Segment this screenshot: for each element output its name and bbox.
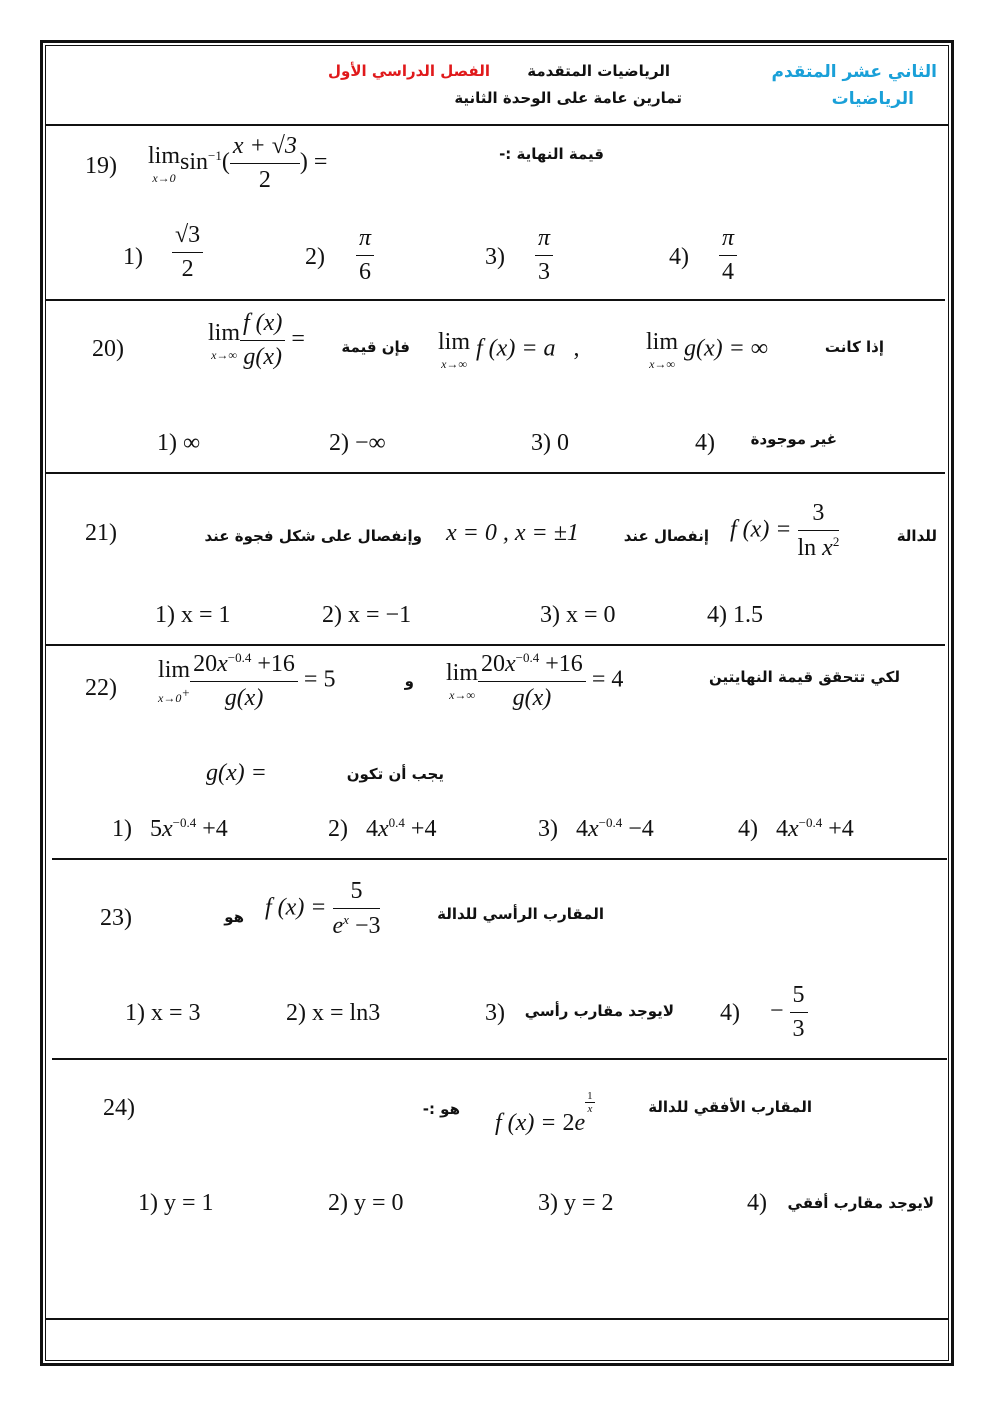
q24-option-4-text: لايوجد مقارب أفقي bbox=[787, 1194, 934, 1212]
question-20-if: إذا كانت bbox=[824, 338, 884, 356]
q22-option-2: 2) $4x^{0.4} +4$ bbox=[328, 815, 437, 842]
question-20-target-limit: lim x→∞ $\frac{f (x)}{g(x)}$ = bbox=[208, 310, 305, 370]
divider bbox=[45, 644, 945, 646]
q23-option-2: 2) x = ln3 bbox=[286, 1000, 381, 1026]
q23-option-4-label: 4) bbox=[720, 1000, 740, 1026]
question-21-points: x = 0 , x = ±1 bbox=[446, 520, 579, 546]
question-21-function: f (x) = $\frac{3}{\ln x^2}$ bbox=[730, 500, 840, 561]
q19-option-1-value: $\frac{√3}{2}$ bbox=[172, 222, 203, 283]
q22-option-3: 3) $4x^{-0.4} -4$ bbox=[538, 815, 654, 842]
q21-option-1: 1) x = 1 bbox=[155, 602, 231, 628]
question-23-number: 23) bbox=[100, 905, 132, 931]
q20-option-1: 1) ∞ bbox=[157, 430, 201, 456]
question-20-then: فإن قيمة bbox=[341, 338, 410, 356]
question-19-prompt: قيمة النهاية :- bbox=[499, 145, 604, 163]
q20-option-2: 2) −∞ bbox=[329, 430, 386, 456]
q20-option-4-label: 4) bbox=[695, 430, 715, 456]
q24-option-3: 3) y = 2 bbox=[538, 1190, 614, 1216]
divider bbox=[45, 1318, 949, 1320]
q21-option-2: 2) x = −1 bbox=[322, 602, 412, 628]
question-19-number: 19) bbox=[85, 153, 117, 179]
q23-option-1: 1) x = 3 bbox=[125, 1000, 201, 1026]
question-22-gx: g(x) = bbox=[206, 760, 267, 786]
grade-label: الثاني عشر المتقدم bbox=[771, 62, 937, 82]
term-label: الفصل الدراسي الأول bbox=[328, 62, 490, 80]
q19-option-4-label: 4) bbox=[669, 244, 689, 270]
q19-option-1-label: 1) bbox=[123, 244, 143, 270]
q20-option-4-text: غير موجودة bbox=[750, 430, 837, 448]
q19-option-3-value: $\frac{\pi}{3}$ bbox=[535, 225, 553, 286]
question-22-number: 22) bbox=[85, 675, 117, 701]
q20-option-3: 3) 0 bbox=[531, 430, 569, 456]
question-21-gap-text: وإنفصال على شكل فجوة عند bbox=[204, 527, 422, 545]
divider bbox=[45, 472, 945, 474]
question-21-number: 21) bbox=[85, 520, 117, 546]
question-24-prompt: المقارب الأفقي للدالة bbox=[648, 1098, 812, 1116]
question-22-limit-inf: lim x→∞ $\frac{20x^{-0.4} +16}{g(x)}$ = 4 bbox=[446, 650, 624, 711]
question-24-is: هو :- bbox=[422, 1100, 460, 1118]
q23-option-4-value: − $\frac{5}{3}$ bbox=[770, 982, 808, 1043]
divider bbox=[52, 858, 947, 860]
q24-option-4-label: 4) bbox=[747, 1190, 767, 1216]
q23-option-3-label: 3) bbox=[485, 1000, 505, 1026]
question-19-expression: lim x→0 $\sin^{-1}$( $\frac{x + √3}{2}$ ) = bbox=[148, 133, 328, 193]
q22-option-1: 1) $5x^{-0.4} +4$ bbox=[112, 815, 228, 842]
q23-option-3-text: لايوجد مقارب رأسي bbox=[524, 1002, 674, 1020]
q19-option-2-value: $\frac{\pi}{6}$ bbox=[356, 225, 374, 286]
q21-option-4: 4) 1.5 bbox=[707, 602, 763, 628]
q24-option-1: 1) y = 1 bbox=[138, 1190, 214, 1216]
q21-option-3: 3) x = 0 bbox=[540, 602, 616, 628]
divider bbox=[45, 299, 945, 301]
subject-label: الرياضيات bbox=[831, 89, 914, 109]
question-20-number: 20) bbox=[92, 336, 124, 362]
question-22-limit-zero: lim x→0+ $\frac{20x^{-0.4} +16}{g(x)}$ = 5 bbox=[158, 650, 336, 711]
question-23-function: f (x) = $\frac{5}{e^x -3}$ bbox=[265, 878, 381, 939]
question-21-func-label: للدالة bbox=[896, 527, 937, 545]
divider bbox=[52, 1058, 947, 1060]
sheet-title: تمارين عامة على الوحدة الثانية bbox=[454, 89, 682, 107]
q22-option-4: 4) $4x^{-0.4} +4$ bbox=[738, 815, 854, 842]
question-20-limit-g: lim x→∞ g(x) = ∞ bbox=[646, 329, 768, 371]
question-21-disc-text: إنفصال عند bbox=[623, 527, 709, 545]
q24-option-2: 2) y = 0 bbox=[328, 1190, 404, 1216]
question-22-must: يجب أن تكون bbox=[346, 765, 444, 783]
q19-option-2-label: 2) bbox=[305, 244, 325, 270]
question-22-prompt: لكي تتحقق قيمة النهايتين bbox=[709, 668, 900, 686]
question-24-number: 24) bbox=[103, 1095, 135, 1121]
divider bbox=[45, 124, 949, 126]
q19-option-4-value: $\frac{\pi}{4}$ bbox=[719, 225, 737, 286]
q19-option-3-label: 3) bbox=[485, 244, 505, 270]
question-23-prompt: المقارب الرأسي للدالة bbox=[437, 905, 604, 923]
question-20-limit-f: lim x→∞ f (x) = a , bbox=[438, 329, 580, 371]
question-23-is: هو bbox=[224, 908, 244, 926]
course-label: الرياضيات المتقدمة bbox=[527, 62, 670, 80]
question-24-function: f (x) = 2e $\frac{1}{x}$ bbox=[495, 1090, 593, 1136]
question-22-and: و bbox=[404, 672, 414, 690]
